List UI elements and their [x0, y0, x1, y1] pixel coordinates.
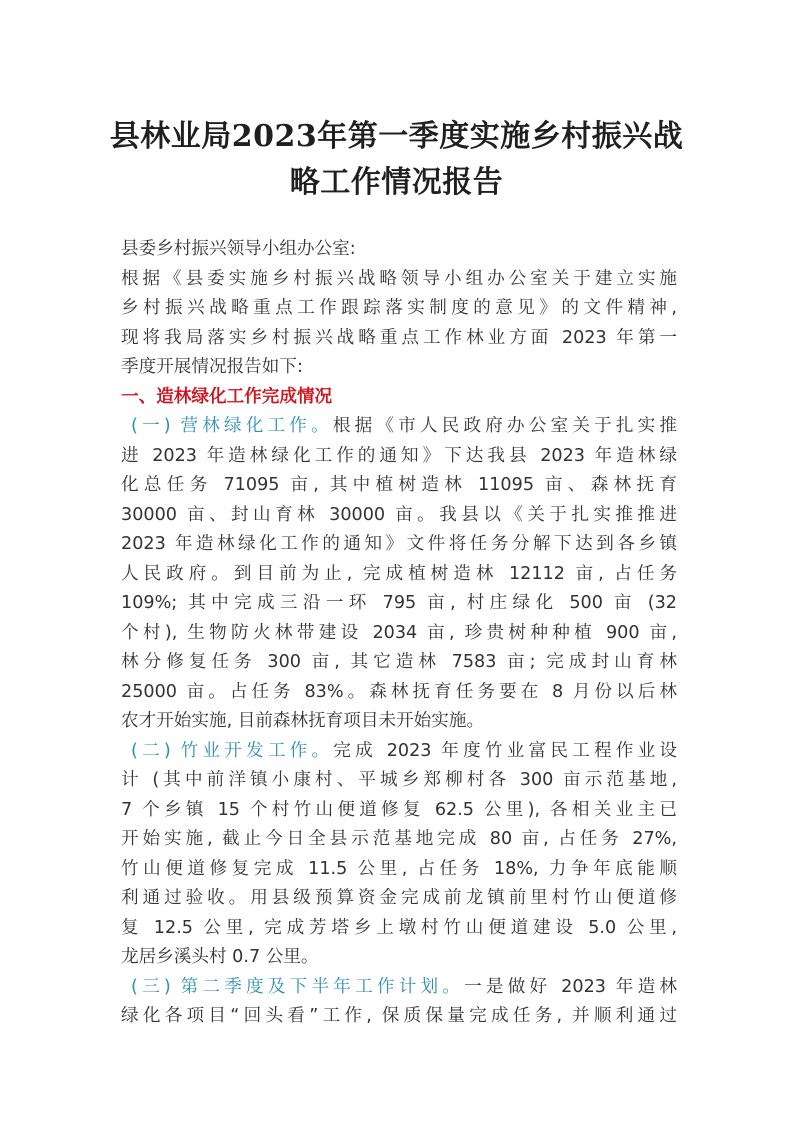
paragraph-line: 龙居乡溪头村 0.7 公里。	[121, 947, 319, 967]
paragraph-text: 根据《市人民政府办公室关于扎实推	[332, 416, 677, 436]
paragraph-line: 农才开始实施, 目前森林抚育项目未开始实施。	[121, 711, 485, 731]
paragraph-line: 计 (其中前洋镇小康村、平城乡郑柳村各 300 亩示范基地,	[121, 770, 677, 790]
paragraph-first-line	[121, 412, 677, 442]
subsection-heading: (二) 竹业开发工作。	[131, 740, 334, 761]
paragraph-line: 利通过验收。用县级预算资金完成前龙镇前里村竹山便道修	[121, 888, 677, 908]
paragraph-line: 2023 年造林绿化工作的通知》文件将任务分解下达到各乡镇	[121, 534, 677, 554]
intro-line: 乡村振兴战略重点工作跟踪落实制度的意见》的文件精神,	[121, 298, 677, 318]
paragraph-line: 化总任务 71095 亩, 其中植树造林 11095 亩、森林抚育	[121, 475, 677, 495]
paragraph-line: 竹山便道修复完成 11.5 公里, 占任务 18%, 力争年底能顺	[121, 858, 677, 879]
paragraph-line: 25000 亩。占任务 83%。森林抚育任务要在 8 月份以后林	[121, 681, 677, 702]
document-title	[90, 114, 703, 206]
title-line-2: 略工作情况报告	[289, 165, 504, 200]
paragraph-line: 林分修复任务 300 亩, 其它造林 7583 亩; 完成封山育林	[121, 652, 677, 672]
subsection-heading: (一) 营林绿化工作。	[131, 416, 333, 436]
addressee: 县委乡村振兴领导小组办公室:	[121, 239, 356, 259]
title-line-1: 县林业局2023年第一季度实施乡村振兴战	[109, 119, 684, 154]
paragraph-line: 开始实施, 截止今日全县示范基地完成 80 亩, 占任务 27%,	[121, 829, 677, 849]
paragraph-line: 109%; 其中完成三沿一环 795 亩, 村庄绿化 500 亩 (32	[121, 593, 677, 613]
paragraph-line: 个村), 生物防火林带建设 2034 亩, 珍贵树种种植 900 亩,	[121, 622, 677, 643]
paragraph-text: 完成 2023 年度竹业富民工程作业设	[333, 740, 677, 761]
document-body	[121, 235, 677, 1032]
paragraph-first-line	[121, 973, 677, 1003]
intro-line: 现将我局落实乡村振兴战略重点工作林业方面 2023 年第一	[121, 327, 677, 348]
paragraph-first-line	[121, 737, 677, 767]
paragraph-line: 30000 亩、封山育林 30000 亩。我县以《关于扎实推推进	[121, 504, 677, 525]
paragraph-line: 7 个乡镇 15 个村竹山便道修复 62.5 公里), 各相关业主已	[121, 799, 677, 820]
section-heading: 一、造林绿化工作完成情况	[121, 386, 333, 407]
paragraph-text: 一是做好 2023 年造林	[464, 976, 677, 997]
intro-line: 根据《县委实施乡村振兴战略领导小组办公室关于建立实施	[121, 268, 677, 289]
paragraph-line: 进 2023 年造林绿化工作的通知》下达我县 2023 年造林绿	[121, 445, 677, 466]
paragraph-line: 复 12.5 公里, 完成芳塔乡上墩村竹山便道建设 5.0 公里,	[121, 917, 677, 938]
paragraph-line: 人民政府。到目前为止, 完成植树造林 12112 亩, 占任务	[121, 563, 677, 584]
paragraph-line: 绿化各项目“回头看”工作, 保质保量完成任务, 并顺利通过	[121, 1006, 677, 1026]
subsection-heading: (三) 第二季度及下半年工作计划。	[131, 976, 465, 997]
intro-line: 季度开展情况报告如下:	[121, 357, 303, 377]
